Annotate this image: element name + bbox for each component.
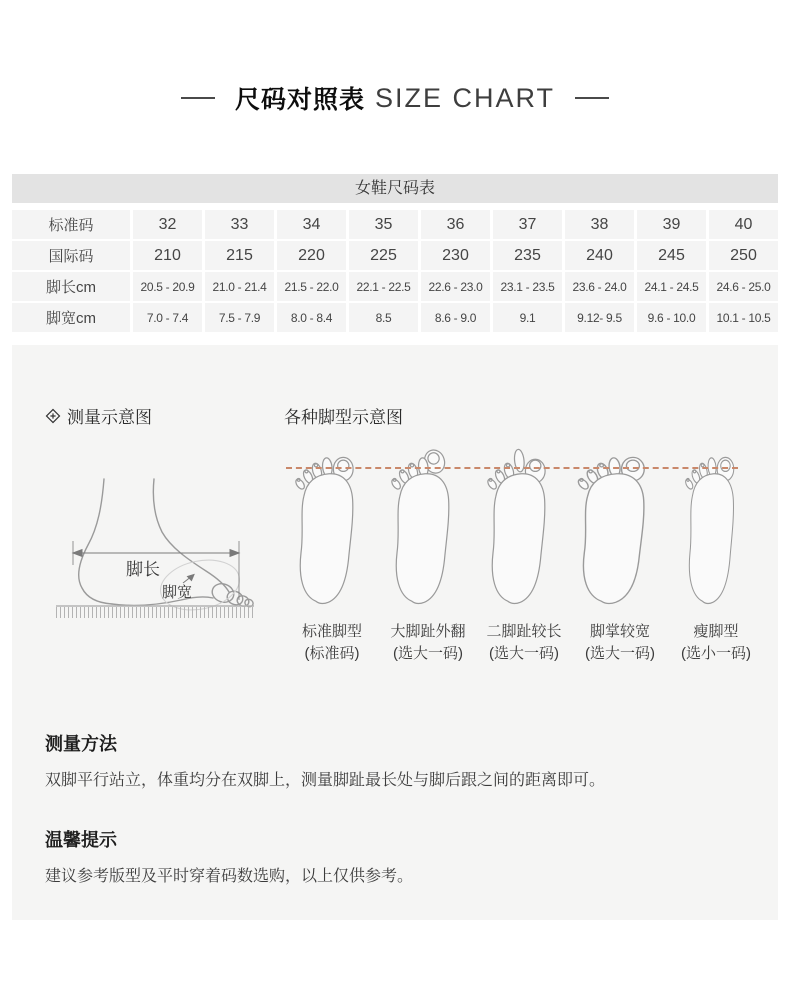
- foot-type-advice: (选大一码): [393, 645, 463, 662]
- size-table-caption: 女鞋尺码表: [12, 174, 778, 203]
- toe-guide-line: [286, 467, 738, 469]
- table-row: [12, 241, 778, 270]
- foot-types-title: 各种脚型示意图: [284, 408, 403, 427]
- size-table-rows: [12, 210, 778, 332]
- ground-line: [56, 606, 254, 613]
- foot-type-item: [668, 455, 764, 665]
- foot-type-advice: (选大一码): [489, 645, 559, 662]
- tips-section: [45, 826, 745, 889]
- foot-width-arrow: [183, 575, 194, 584]
- foot-type-name: 瘦脚型: [693, 623, 739, 640]
- foot-outline-drawing: [480, 455, 568, 607]
- table-cell: 39: [637, 210, 706, 239]
- table-cell: 23.6 - 24.0: [565, 272, 634, 301]
- table-cell: 245: [637, 241, 706, 270]
- table-cell: 7.5 - 7.9: [205, 303, 274, 332]
- tips-title: 温馨提示: [45, 830, 117, 850]
- table-row: [12, 303, 778, 332]
- table-cell: 230: [421, 241, 490, 270]
- table-cell: 21.0 - 21.4: [205, 272, 274, 301]
- foot-type-item: [380, 455, 476, 665]
- table-cell: 8.5: [349, 303, 418, 332]
- foot-type-item: [572, 455, 668, 665]
- table-cell: 225: [349, 241, 418, 270]
- table-cell: 20.5 - 20.9: [133, 272, 202, 301]
- measure-diagram-header: [45, 403, 152, 428]
- table-row-label: 脚宽cm: [12, 303, 130, 332]
- foot-type-name: 二脚趾较长: [486, 623, 562, 640]
- foot-type-name: 标准脚型: [301, 623, 362, 640]
- foot-type-name: 大脚趾外翻: [390, 623, 466, 640]
- foot-type-advice: (选小一码): [681, 645, 751, 662]
- table-cell: 24.6 - 25.0: [709, 272, 778, 301]
- table-cell: 22.1 - 22.5: [349, 272, 418, 301]
- table-cell: 33: [205, 210, 274, 239]
- foot-outline-drawing: [576, 455, 664, 607]
- page-title-en: SIZE CHART: [374, 82, 556, 113]
- foot-side-view-figure: [42, 479, 270, 626]
- foot-length-label: 脚长: [126, 560, 160, 579]
- info-panel: [12, 345, 778, 920]
- method-text: 双脚平行站立，体重均分在双脚上，测量脚趾最长处与脚后跟之间的距离即可。: [45, 772, 606, 789]
- page-title-cn: 尺码对照表: [234, 86, 365, 114]
- table-row-label: 脚长cm: [12, 272, 130, 301]
- table-cell: 7.0 - 7.4: [133, 303, 202, 332]
- tips-text: 建议参考版型及平时穿着码数选购，以上仅供参考。: [45, 868, 414, 885]
- measure-diagram-title: 测量示意图: [67, 408, 152, 427]
- foot-width-label: 脚宽: [162, 584, 193, 601]
- table-cell: 34: [277, 210, 346, 239]
- table-cell: 36: [421, 210, 490, 239]
- table-cell: 250: [709, 241, 778, 270]
- foot-type-advice: (标准码): [304, 645, 360, 662]
- foot-types-header: [284, 403, 403, 428]
- table-cell: 32: [133, 210, 202, 239]
- foot-type-name: 脚掌较宽: [589, 623, 650, 640]
- table-cell: 40: [709, 210, 778, 239]
- table-cell: 37: [493, 210, 562, 239]
- size-table: [12, 174, 778, 332]
- foot-type-columns: [284, 455, 764, 665]
- table-row: [12, 210, 778, 239]
- foot-outline-drawing: [672, 455, 760, 607]
- title-dash-left: [181, 97, 215, 99]
- table-cell: 23.1 - 23.5: [493, 272, 562, 301]
- method-title: 测量方法: [45, 734, 117, 754]
- table-cell: 220: [277, 241, 346, 270]
- table-cell: 235: [493, 241, 562, 270]
- table-cell: 210: [133, 241, 202, 270]
- table-cell: 38: [565, 210, 634, 239]
- table-row-label: 标准码: [12, 210, 130, 239]
- foot-outline-drawing: [384, 455, 472, 607]
- diamond-plus-icon: [45, 408, 61, 424]
- foot-type-item: [284, 455, 380, 665]
- title-dash-right: [575, 97, 609, 99]
- table-cell: 240: [565, 241, 634, 270]
- table-cell: 22.6 - 23.0: [421, 272, 490, 301]
- foot-outline-drawing: [288, 455, 376, 607]
- foot-types-figure: [284, 455, 764, 665]
- foot-type-item: [476, 455, 572, 665]
- table-cell: 21.5 - 22.0: [277, 272, 346, 301]
- table-cell: 8.6 - 9.0: [421, 303, 490, 332]
- table-cell: 9.12- 9.5: [565, 303, 634, 332]
- table-cell: 35: [349, 210, 418, 239]
- method-section: [45, 730, 745, 793]
- table-row-label: 国际码: [12, 241, 130, 270]
- table-cell: 24.1 - 24.5: [637, 272, 706, 301]
- table-cell: 8.0 - 8.4: [277, 303, 346, 332]
- foot-type-advice: (选大一码): [585, 645, 655, 662]
- page-title: [0, 82, 790, 114]
- table-cell: 9.6 - 10.0: [637, 303, 706, 332]
- table-cell: 9.1: [493, 303, 562, 332]
- table-cell: 215: [205, 241, 274, 270]
- table-row: [12, 272, 778, 301]
- table-cell: 10.1 - 10.5: [709, 303, 778, 332]
